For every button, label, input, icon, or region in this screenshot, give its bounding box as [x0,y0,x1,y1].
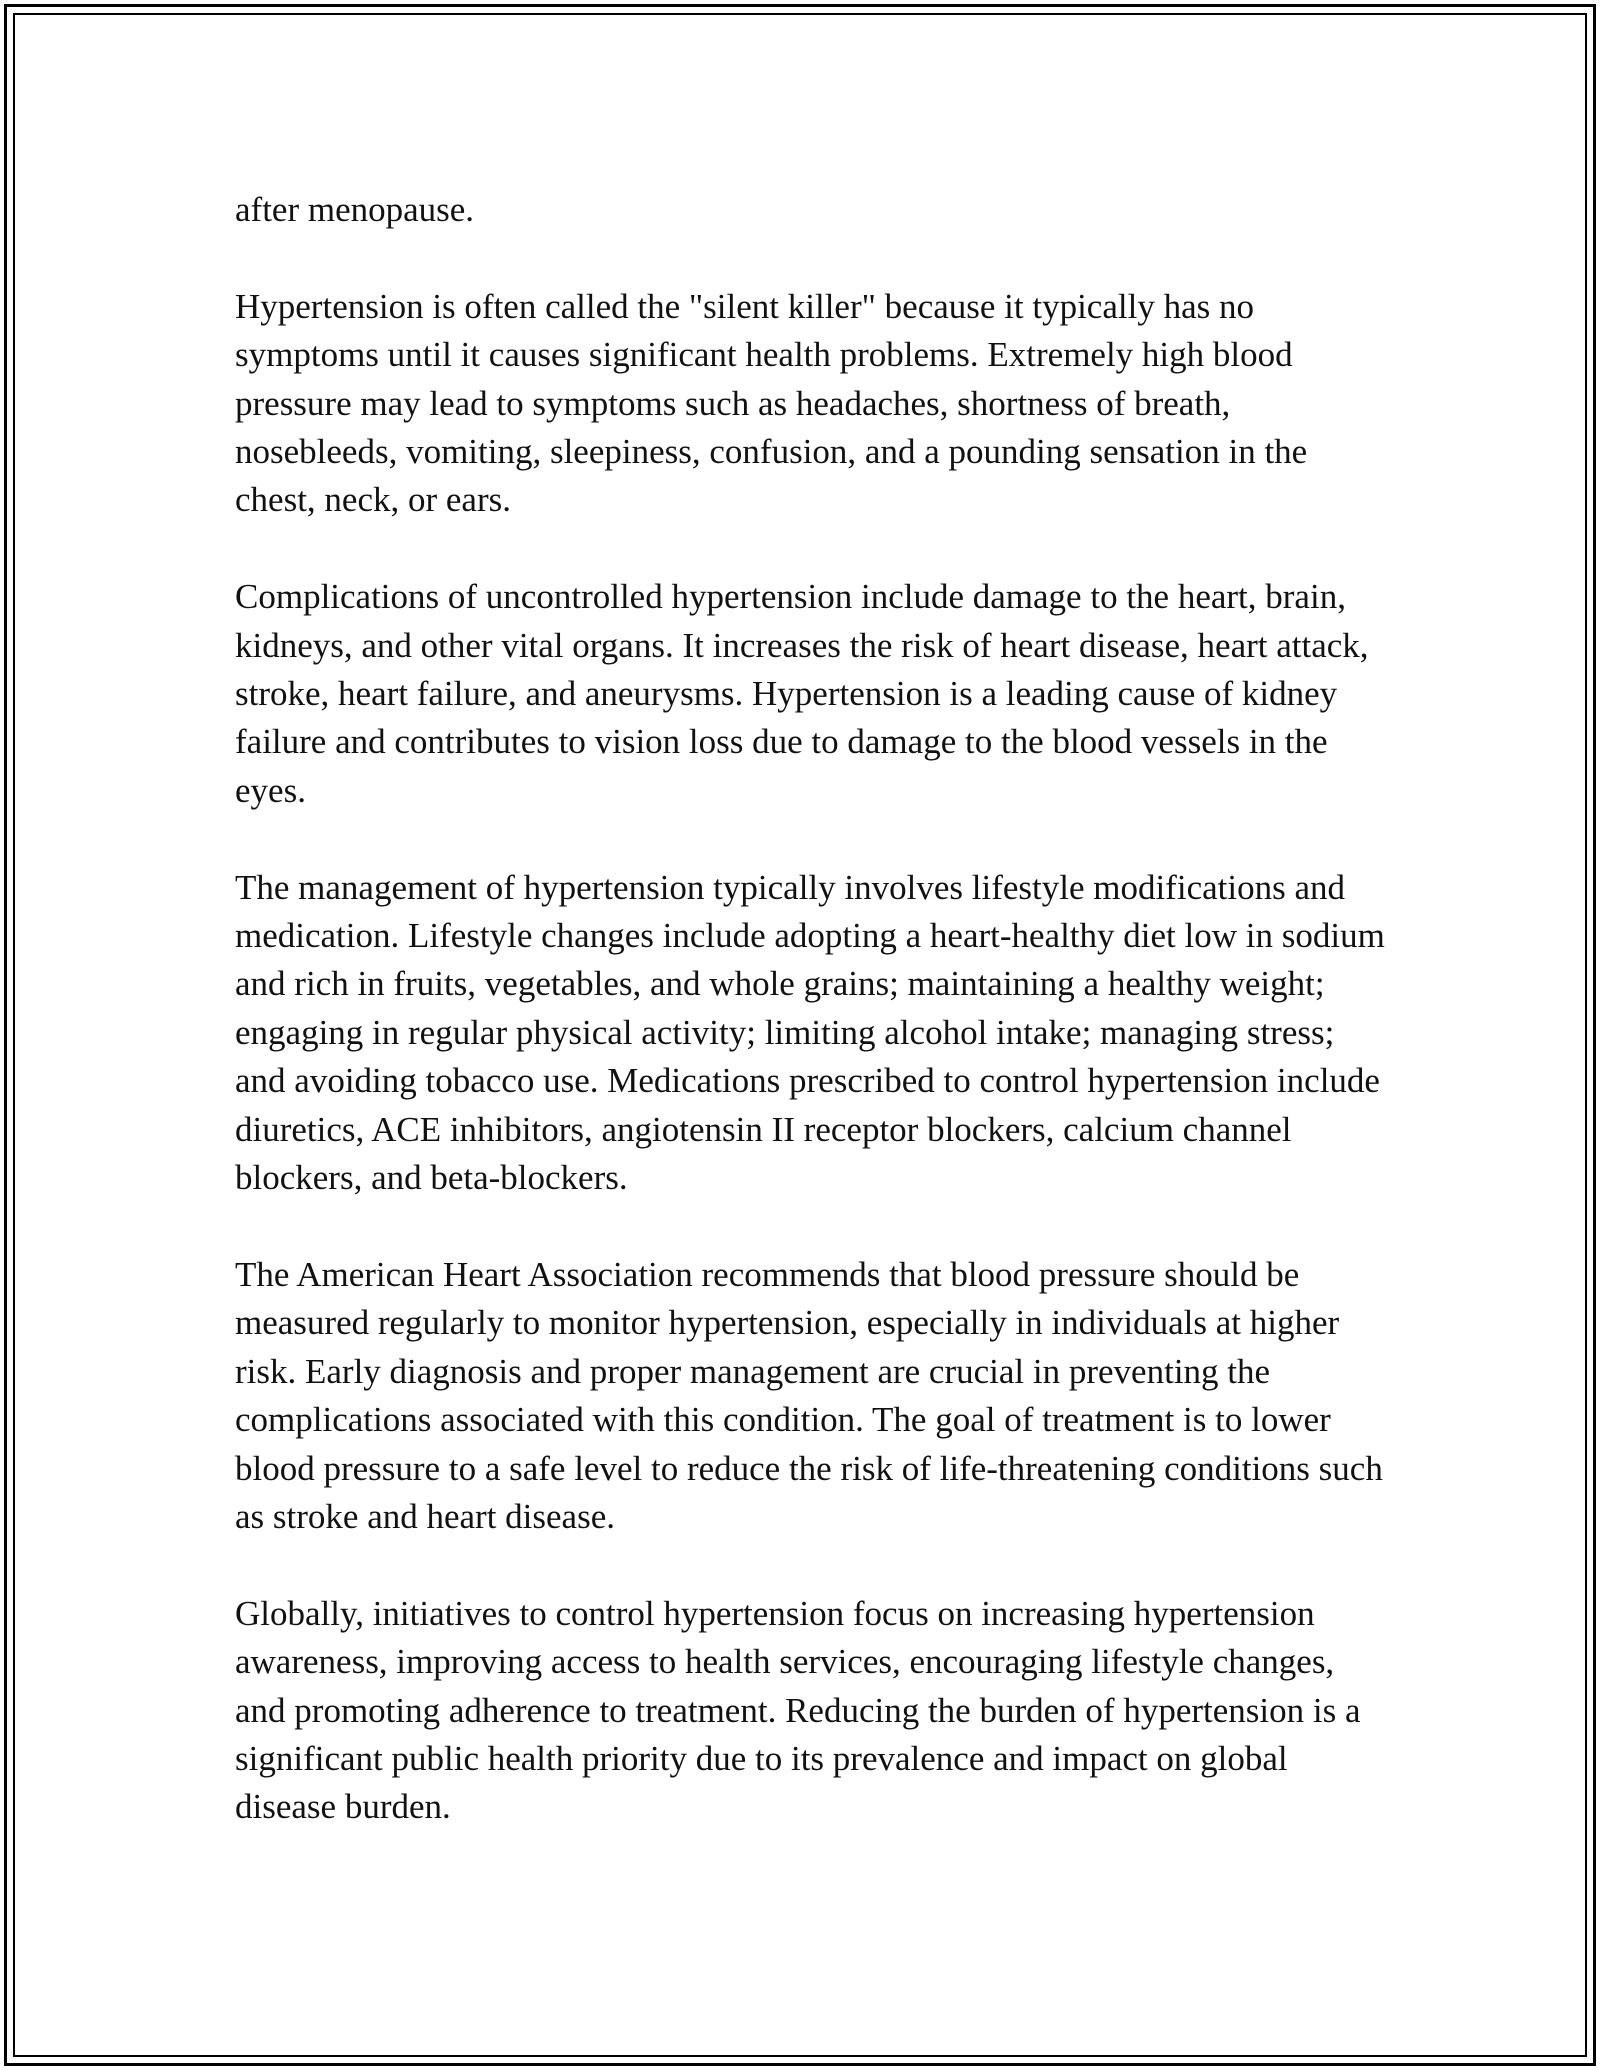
paragraph-symptoms: Hypertension is often called the "silent killer" because it typically has no symptoms until it causes significant health problems. Extremely high blood pressure may lead to symptoms such as headaches, shortness of breath, nosebleeds, vomiting, sleepiness, confusion, and a pounding sensation in the chest, neck, or ears. [235,286,1308,520]
document-body [235,186,1385,1832]
paragraph-global-initiatives: Globally, initiatives to control hypertension focus on increasing hypertension awareness, improving access to health services, encouraging lifestyle changes, and promoting adherence to treatment. Reducing the burden of hypertension is a significant public health priority due to its prevalence and impact on global disease burden. [235,1593,1361,1827]
paragraph-recommendations: The American Heart Association recommends that blood pressure should be measured regularly to monitor hypertension, especially in individuals at higher risk. Early diagnosis and proper management are crucial in preventing the complications associated with this condition. The goal of treatment is to lower blood pressure to a safe level to reduce the risk of life-threatening conditions such as stroke and heart disease. [235,1254,1383,1536]
paragraph-complications: Complications of uncontrolled hypertension include damage to the heart, brain, kidneys, and other vital organs. It increases the risk of heart disease, heart attack, stroke, heart failure, and aneurysms. Hypertension is a leading cause of kidney failure and contributes to vision loss due to damage to the blood vessels in the eyes. [235,577,1369,810]
paragraph-menopause-continuation: after menopause. [235,190,475,229]
paragraph-management: The management of hypertension typically involves lifestyle modifications and medication. Lifestyle changes include adopting a heart-healthy diet low in sodium and rich in fruits, vegetables, and whole grains; maintaining a healthy weight; engaging in regular physical activity; limiting alcohol intake; managing stress; and avoiding tobacco use. Medications prescribed to control hypertension include diuretics, ACE inhibitors, angiotensin II receptor blockers, calcium channel blockers, and beta-blockers. [235,867,1385,1198]
